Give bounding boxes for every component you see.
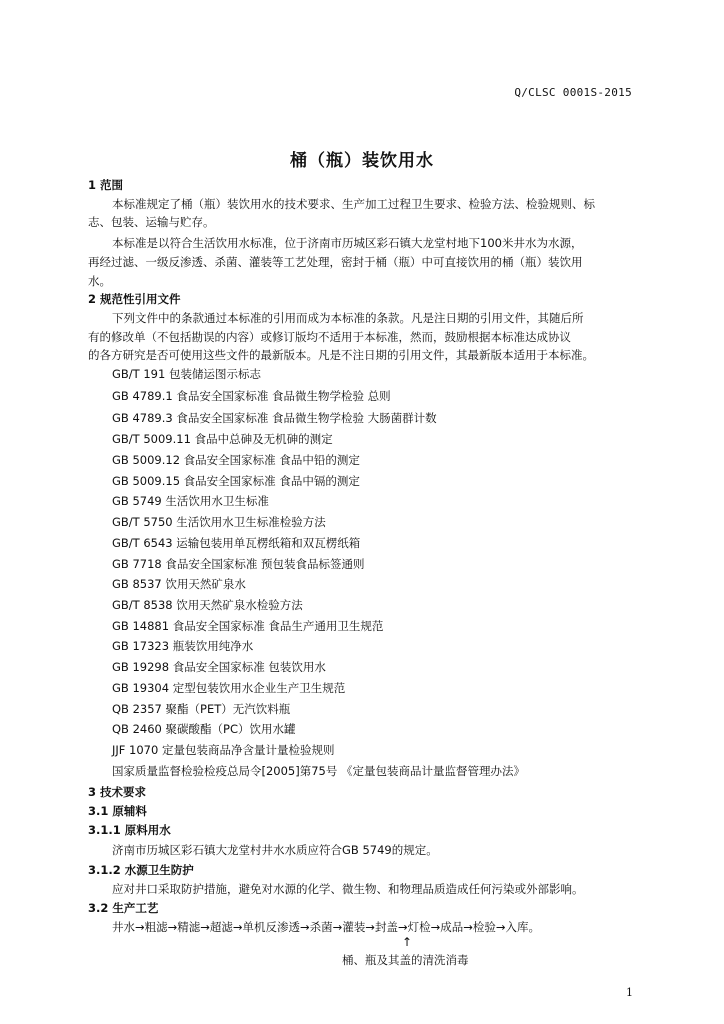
reference-item: JJF 1070 定量包装商品净含量计量检验规则: [112, 743, 335, 757]
s2-paragraph-line-1: 下列文件中的条款通过本标准的引用而成为本标准的条款。凡是注日期的引用文件，其随后所: [112, 311, 584, 325]
s1-paragraph-1-line-1: 本标准规定了桶（瓶）装饮用水的技术要求、生产加工过程卫生要求、检验方法、检验规则、标: [112, 197, 595, 211]
section-3-1-heading: 3.1 原辅料: [88, 804, 147, 818]
section-3-1-2-heading: 3.1.2 水源卫生防护: [88, 863, 194, 877]
section-2-heading: 2 规范性引用文件: [88, 292, 181, 306]
process-flow-note: 桶、瓶及其盖的清洗消毒: [342, 953, 469, 967]
s1-paragraph-1-line-2: 志、包装、运输与贮存。: [88, 215, 215, 229]
page-number: 1: [626, 986, 633, 999]
s1-paragraph-2-line-2: 再经过滤、一级反渗透、杀菌、灌装等工艺处理，密封于桶（瓶）中可直接饮用的桶（瓶）装饮用: [88, 255, 583, 269]
s312-text: 应对井口采取防护措施，避免对水源的化学、微生物、和物理品质造成任何污染或外部影响。: [112, 882, 584, 896]
s1-paragraph-2-line-3: 水。: [88, 274, 111, 288]
reference-item: GB 4789.1 食品安全国家标准 食品微生物学检验 总则: [112, 389, 391, 403]
reference-item: GB 17323 瓶装饮用纯净水: [112, 639, 254, 653]
reference-item: GB/T 6543 运输包装用单瓦楞纸箱和双瓦楞纸箱: [112, 536, 361, 550]
reference-item: GB/T 5009.11 食品中总砷及无机砷的测定: [112, 432, 333, 446]
section-3-1-1-heading: 3.1.1 原料用水: [88, 823, 171, 837]
reference-item: GB 19304 定型包装饮用水企业生产卫生规范: [112, 681, 346, 695]
section-3-heading: 3 技术要求: [88, 785, 147, 799]
reference-item: GB 5749 生活饮用水卫生标准: [112, 494, 269, 508]
s2-paragraph-line-2: 有的修改单（不包括勘误的内容）或修订版均不适用于本标准，然而，鼓励根据本标准达成协议: [88, 330, 571, 344]
process-flow: 井水→粗滤→精滤→超滤→单机反渗透→杀菌→灌装→封盖→灯检→成品→检验→入库。: [112, 920, 540, 934]
reference-item: GB 19298 食品安全国家标准 包装饮用水: [112, 660, 326, 674]
reference-item: GB 5009.15 食品安全国家标准 食品中镉的测定: [112, 474, 360, 488]
s311-text: 济南市历城区彩石镇大龙堂村井水水质应符合GB 5749的规定。: [112, 843, 438, 857]
reference-item: GB 14881 食品安全国家标准 食品生产通用卫生规范: [112, 619, 384, 633]
reference-item: QB 2460 聚碳酸酯（PC）饮用水罐: [112, 722, 296, 736]
reference-item: GB 8537 饮用天然矿泉水: [112, 577, 246, 591]
up-arrow-icon: ↑: [402, 935, 413, 949]
s2-paragraph-line-3: 的各方研究是否可使用这些文件的最新版本。凡是不注日期的引用文件，其最新版本适用于本标准。: [88, 348, 594, 362]
reference-item: GB/T 8538 饮用天然矿泉水检验方法: [112, 598, 303, 612]
standard-code: Q/CLSC 0001S-2015: [514, 86, 632, 99]
section-1-heading: 1 范围: [88, 178, 124, 192]
document-title: 桶（瓶）装饮用水: [290, 151, 434, 171]
reference-item: GB 5009.12 食品安全国家标准 食品中铅的测定: [112, 453, 360, 467]
reference-item: GB 7718 食品安全国家标准 预包装食品标签通则: [112, 557, 365, 571]
reference-item: QB 2357 聚酯（PET）无汽饮料瓶: [112, 702, 291, 716]
reference-item: GB 4789.3 食品安全国家标准 食品微生物学检验 大肠菌群计数: [112, 411, 437, 425]
reference-item: 国家质量监督检验检疫总局令[2005]第75号 《定量包装商品计量监督管理办法》: [112, 764, 526, 778]
reference-item: GB/T 191 包装储运图示标志: [112, 367, 261, 381]
s1-paragraph-2-line-1: 本标准是以符合生活饮用水标准，位于济南市历城区彩石镇大龙堂村地下100米井水为水源，: [112, 236, 583, 250]
reference-item: GB/T 5750 生活饮用水卫生标准检验方法: [112, 515, 326, 529]
section-3-2-heading: 3.2 生产工艺: [88, 901, 159, 915]
